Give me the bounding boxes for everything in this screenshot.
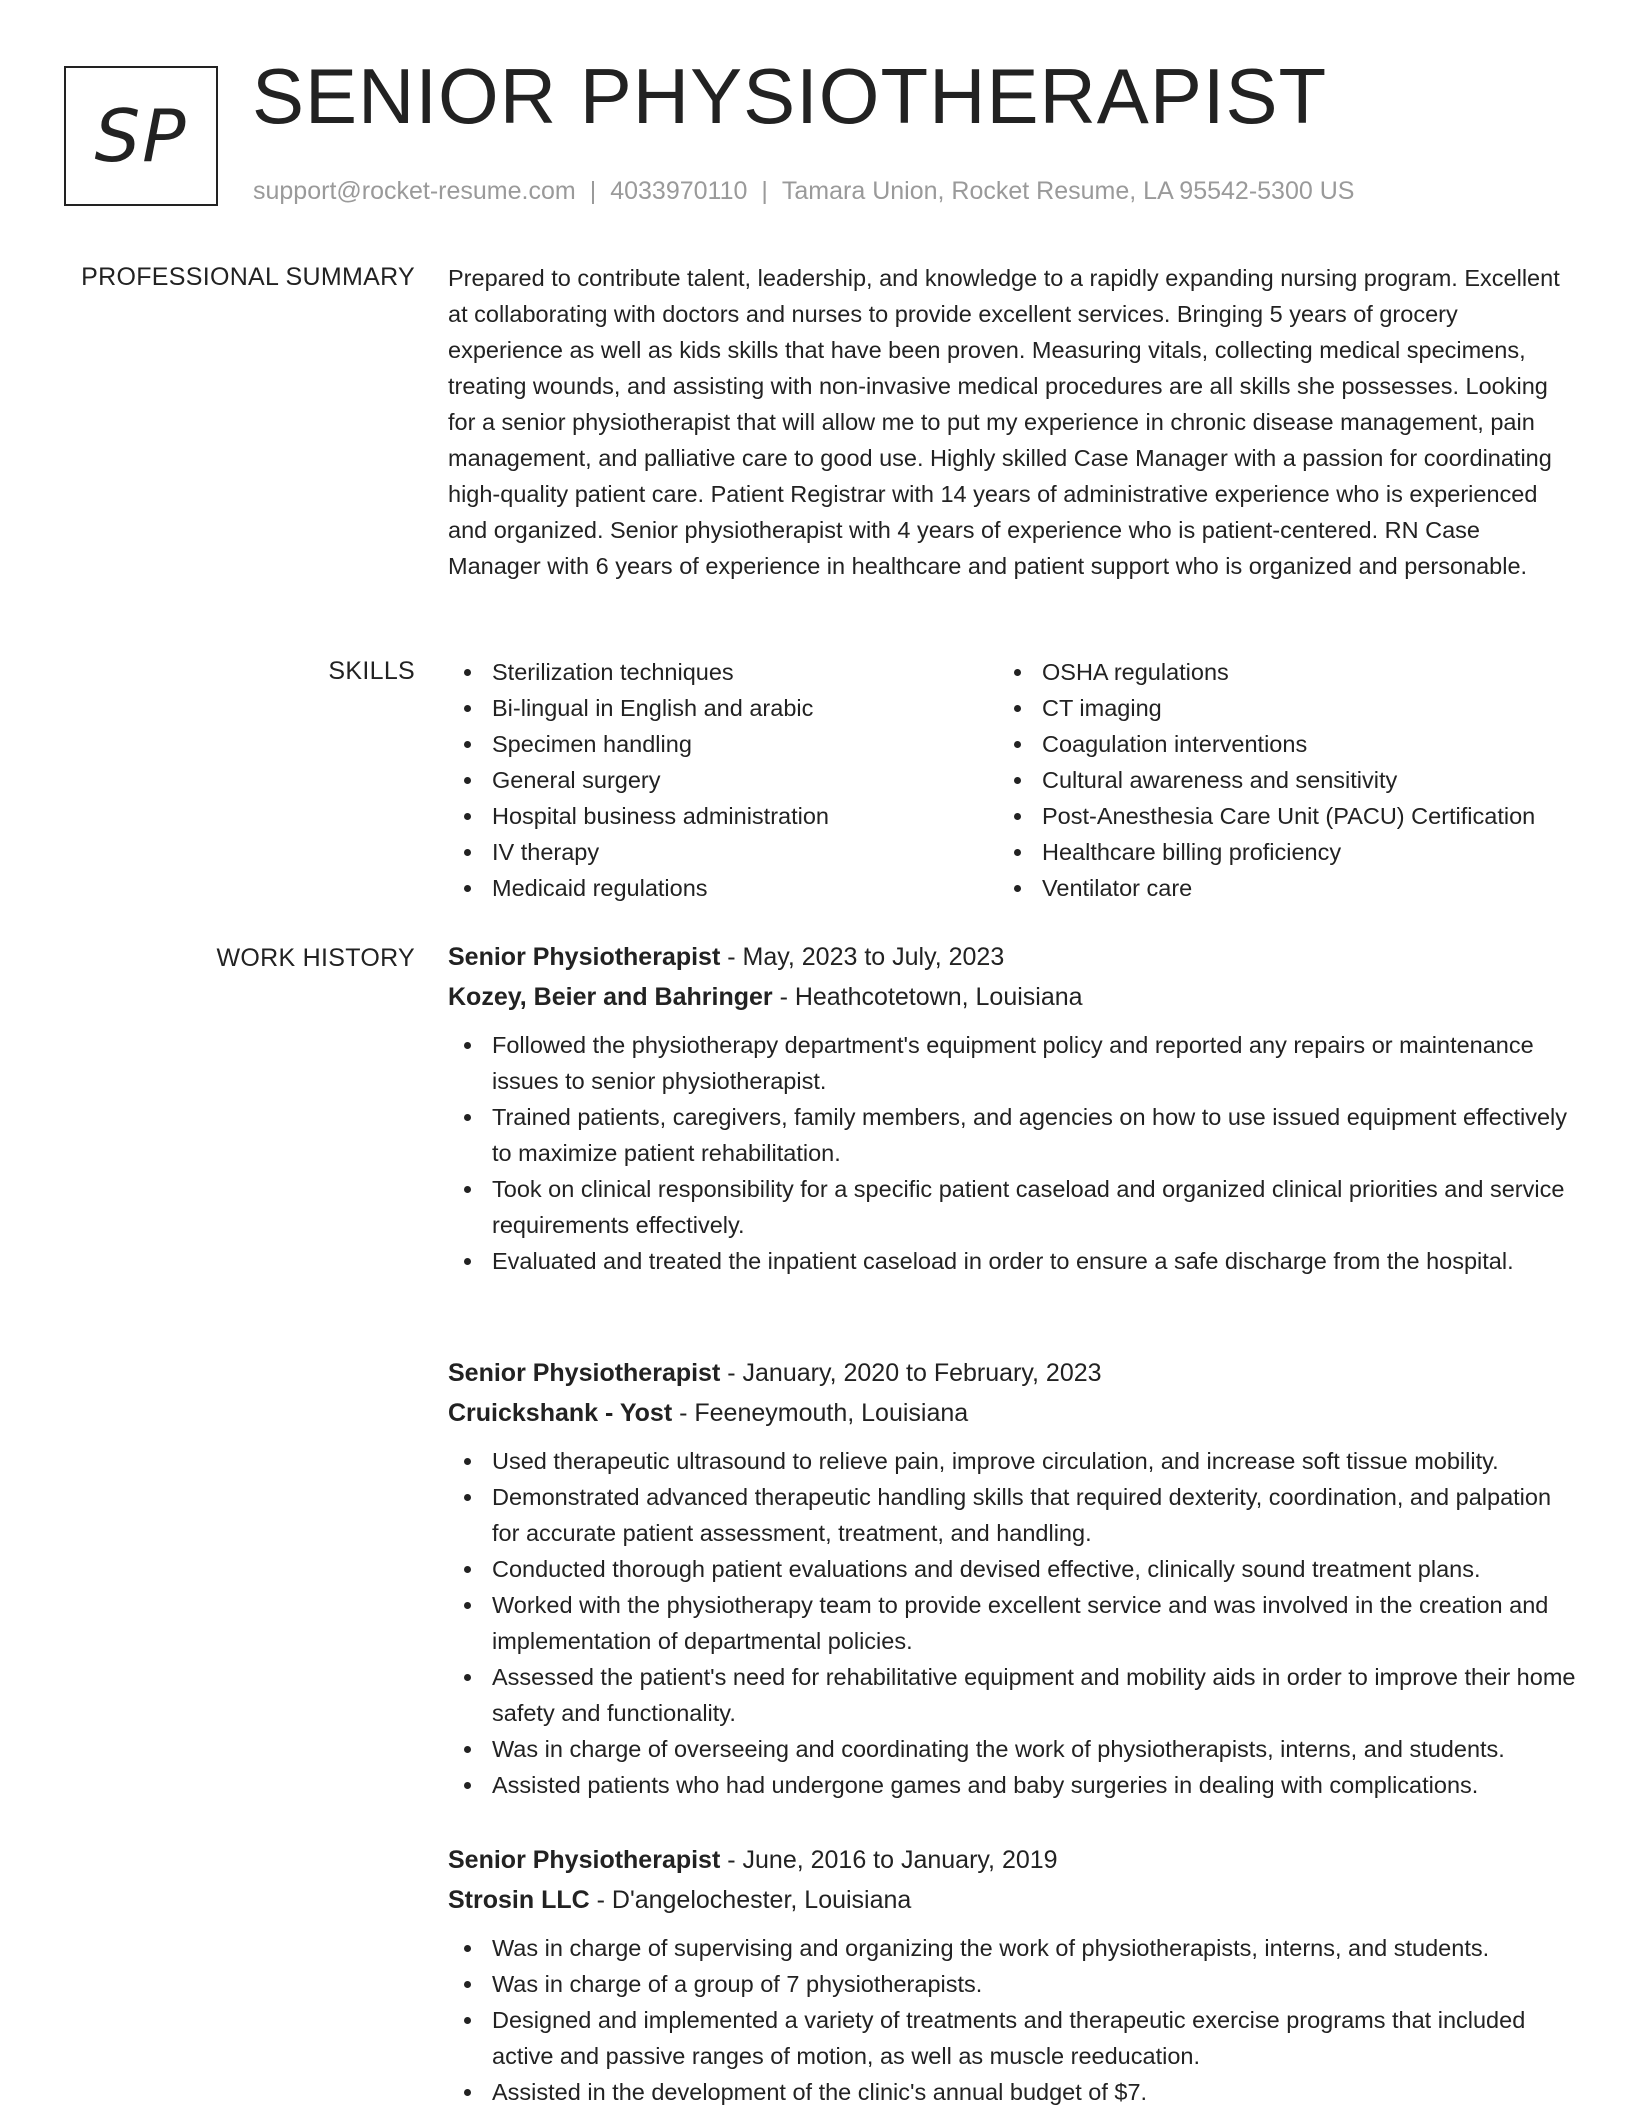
job-company-line (448, 1393, 1578, 1433)
skills-list (448, 654, 1568, 906)
job-duty-item: Trained patients, caregivers, family members, and agencies on how to use issued equipment effectively to maximize patient rehabilitation. (448, 1099, 1578, 1171)
job-duty-item: Was in charge of overseeing and coordinating the work of physiotherapists, interns, and students. (448, 1731, 1578, 1767)
job-duty-item: Assisted in the development of the clinic's annual budget of $7. (448, 2074, 1578, 2110)
section-label-skills: SKILLS (328, 657, 415, 685)
job-title-line (448, 1840, 1578, 1880)
skill-item: Healthcare billing proficiency (998, 834, 1568, 870)
resume-name: SENIOR PHYSIOTHERAPIST (252, 52, 1328, 140)
skills-column-1 (448, 654, 998, 906)
skill-item: Ventilator care (998, 870, 1568, 906)
job-dates: - January, 2020 to February, 2023 (720, 1359, 1102, 1387)
job-duties (448, 1443, 1578, 1803)
job-duty-item: Followed the physiotherapy department's equipment policy and reported any repairs or maintenance issues to senior physiotherapist. (448, 1027, 1578, 1099)
job-entry (448, 1840, 1578, 2110)
job-location: - D'angelochester, Louisiana (589, 1886, 912, 1914)
job-duty-item: Used therapeutic ultrasound to relieve pain, improve circulation, and increase soft tissue mobility. (448, 1443, 1578, 1479)
contact-separator: | (589, 177, 597, 205)
job-entry (448, 937, 1578, 1279)
monogram-logo (64, 66, 218, 206)
job-company-line (448, 977, 1578, 1017)
job-location: - Heathcotetown, Louisiana (772, 983, 1083, 1011)
job-duty-item: Designed and implemented a variety of treatments and therapeutic exercise programs that included active and passive ranges of motion, as well as muscle reeducation. (448, 2002, 1578, 2074)
job-entry (448, 1353, 1578, 1803)
monogram-initials: SP (94, 94, 188, 178)
skill-item: Post-Anesthesia Care Unit (PACU) Certification (998, 798, 1568, 834)
job-title-line (448, 937, 1578, 977)
skills-column-2 (998, 654, 1568, 906)
job-title: Senior Physiotherapist (448, 1846, 721, 1874)
skill-item: IV therapy (448, 834, 998, 870)
skill-item: General surgery (448, 762, 998, 798)
job-company: Strosin LLC (448, 1886, 590, 1914)
contact-line (253, 176, 1354, 206)
section-label-work-history: WORK HISTORY (216, 944, 415, 972)
skill-item: CT imaging (998, 690, 1568, 726)
skill-item: Cultural awareness and sensitivity (998, 762, 1568, 798)
job-duty-item: Assisted patients who had undergone games and baby surgeries in dealing with complications. (448, 1767, 1578, 1803)
skill-item: Coagulation interventions (998, 726, 1568, 762)
job-title: Senior Physiotherapist (448, 943, 721, 971)
job-duty-item: Was in charge of a group of 7 physiotherapists. (448, 1966, 1578, 2002)
job-duty-item: Demonstrated advanced therapeutic handling skills that required dexterity, coordination, and palpation for accurate patient assessment, treatment, and handling. (448, 1479, 1578, 1551)
skill-item: OSHA regulations (998, 654, 1568, 690)
job-duty-item: Took on clinical responsibility for a specific patient caseload and organized clinical priorities and service requirements effectively. (448, 1171, 1578, 1243)
contact-email: support@rocket-resume.com (253, 177, 576, 205)
skill-item: Sterilization techniques (448, 654, 998, 690)
job-duties (448, 1027, 1578, 1279)
job-duty-item: Evaluated and treated the inpatient caseload in order to ensure a safe discharge from the hospital. (448, 1243, 1578, 1279)
job-duties (448, 1930, 1578, 2110)
contact-separator: | (761, 177, 768, 205)
job-duty-item: Was in charge of supervising and organizing the work of physiotherapists, interns, and students. (448, 1930, 1578, 1966)
skill-item: Hospital business administration (448, 798, 998, 834)
skill-item: Bi-lingual in English and arabic (448, 690, 998, 726)
skill-item: Specimen handling (448, 726, 998, 762)
job-dates: - May, 2023 to July, 2023 (720, 943, 1005, 971)
job-company: Cruickshank - Yost (448, 1399, 673, 1427)
job-location: - Feeneymouth, Louisiana (672, 1399, 969, 1427)
skill-item: Medicaid regulations (448, 870, 998, 906)
job-duty-item: Assessed the patient's need for rehabilitative equipment and mobility aids in order to improve their home safety and functionality. (448, 1659, 1578, 1731)
job-title: Senior Physiotherapist (448, 1359, 721, 1387)
job-duty-item: Worked with the physiotherapy team to provide excellent service and was involved in the creation and implementation of departmental policies. (448, 1587, 1578, 1659)
contact-address: Tamara Union, Rocket Resume, LA 95542-5300 US (781, 177, 1355, 205)
section-label-summary: PROFESSIONAL SUMMARY (81, 263, 415, 291)
job-duty-item: Conducted thorough patient evaluations and devised effective, clinically sound treatment plans. (448, 1551, 1578, 1587)
job-title-line (448, 1353, 1578, 1393)
job-company: Kozey, Beier and Bahringer (448, 983, 773, 1011)
job-company-line (448, 1880, 1578, 1920)
summary-text: Prepared to contribute talent, leadership, and knowledge to a rapidly expanding nursing program. Excellent at collaborating with doctors and nurses to provide excellent services. Bringing 5 years of grocery experience as well as kids skills that have been proven. Measuring vitals, collecting medical specimens, treating wounds, and assisting with non-invasive medical procedures are all skills she possesses. Looking for a senior physiotherapist that will allow me to put my experience in chronic disease management, pain management, and palliative care to good use. Highly skilled Case Manager with a passion for coordinating high-quality patient care. Patient Registrar with 14 years of administrative experience who is experienced and organized. Senior physiotherapist with 4 years of experience who is patient-centered. RN Case Manager with 6 years of experience in healthcare and patient support who is organized and personable. (448, 265, 1560, 579)
contact-phone: 4033970110 (610, 177, 748, 205)
job-dates: - June, 2016 to January, 2019 (720, 1846, 1058, 1874)
